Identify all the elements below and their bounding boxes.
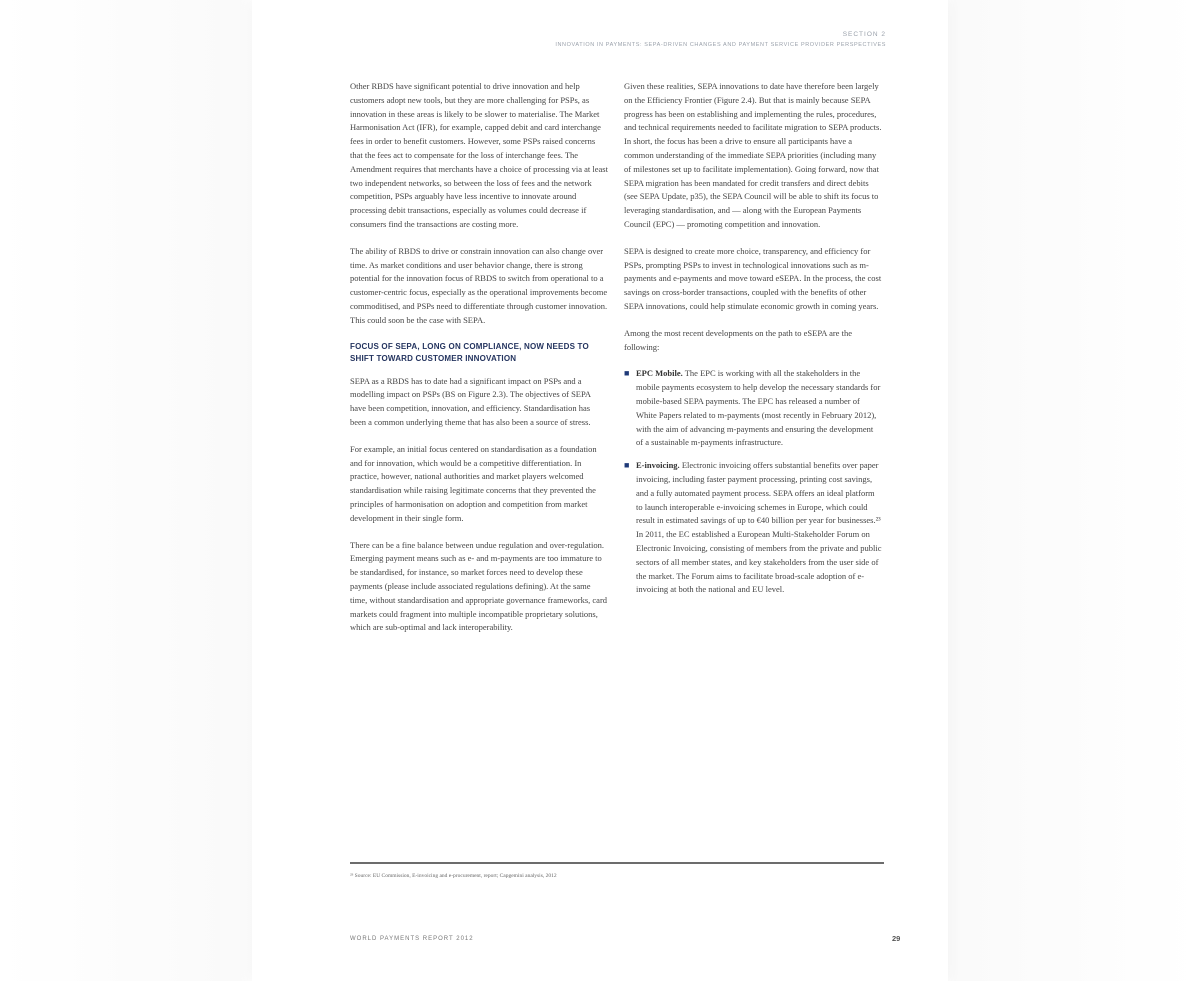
paragraph: SEPA as a RBDS has to date had a significant impact on PSPs and a modelling impact on PSPs (BS on Figure 2.3). The objectives of SEPA have been competition, innovation, and efficiency. Standardisation has been a common underlying theme that has also been a source of stress.: [350, 375, 591, 427]
document-page: [252, 0, 948, 981]
bullet-square-icon: ■: [624, 368, 630, 379]
list-item-text: The EPC is working with all the stakeholders in the mobile payments ecosystem to help develop the necessary standards for mobile-based SEPA payments. The EPC has released a number of White Papers related to m-payments (most recently in February 2012), with the aim of advancing m-payments and ensuring the development of a sustainable m-payments infrastructure.: [636, 368, 881, 448]
header-chapter-title: INNOVATION IN PAYMENTS: SEPA-DRIVEN CHANGES AND PAYMENT SERVICE PROVIDER PERSPECTIVES: [555, 42, 886, 48]
paragraph: The ability of RBDS to drive or constrain innovation can also change over time. As market conditions and user behavior change, there is strong potential for the innovation focus of RBDS to switch from operational to a customer-centric focus, especially as the operational improvements become commoditised, and PSPs need to differentiate through customer innovation. This could soon be the case with SEPA.: [350, 245, 608, 325]
bullet-square-icon: ■: [624, 460, 630, 471]
page-number: 29: [892, 934, 901, 943]
paragraph: Given these realities, SEPA innovations to date have therefore been largely on the Efficiency Frontier (Figure 2.4). But that is mainly because SEPA progress has been on establishing and implementing the rules, procedures, and technical requirements needed to facilitate migration to SEPA products. In short, the focus has been a drive to ensure all participants have a common understanding of the immediate SEPA priorities (including many of milestones set up to facilitate implementation). Going forward, now that SEPA migration has been mandated for credit transfers and direct debits (see SEPA Update, p35), the SEPA Council will be able to shift its focus to leveraging standardisation, and — along with the European Payments Council (EPC) — promoting competition and innovation.: [624, 81, 882, 229]
right-column: [624, 80, 882, 606]
paragraph: Among the most recent developments on the path to eSEPA are the following:: [624, 327, 852, 352]
footnote: ²³ Source: EU Commission, E-invoicing and e-procurement, report; Capgemini analysis, 2012: [350, 873, 557, 879]
list-item-text: Electronic invoicing offers substantial benefits over paper invoicing, including faster payment processing, printing cost savings, and a fully automated payment process. SEPA offers an ideal platform to launch interoperable e-invoicing schemes in Europe, which could result in estimated savings of up to €40 billion per year for businesses.²³ In 2011, the EC established a European Multi-Stakeholder Forum on Electronic Invoicing, consisting of members from the private and public sectors of all member states, and key stakeholders from the user side of the market. The Forum aims to facilitate broad-scale adoption of e-invoicing at both the national and EU level.: [636, 460, 882, 595]
bullet-list: [624, 367, 882, 597]
list-item-label: E-invoicing.: [636, 460, 680, 471]
paragraph: Other RBDS have significant potential to drive innovation and help customers adopt new tools, but they are more challenging for PSPs, as innovation in these areas is likely to be slower to materialise. The Market Harmonisation Act (IFR), for example, capped debit and card interchange fees in order to benefit customers. However, some PSPs raised concerns that the fees act to compensate for the loss of interchange fees. The Amendment requires that merchants have a choice of processing via at least two independent networks, so between the loss of fees and the network competition, PSPs arguably have less incentive to innovate around processing debit transactions, especially as volumes could decrease if consumers find the transactions are costing more.: [350, 81, 608, 229]
paragraph: For example, an initial focus centered on standardisation as a foundation and for innovation, which would be a competitive differentiation. In practice, however, national authorities and market players welcomed standardisation while raising legitimate concerns that they prevented the principles of harmonisation on adoption and competition from market development in their single form.: [350, 443, 597, 523]
list-item-label: EPC Mobile.: [636, 368, 683, 379]
paragraph: SEPA is designed to create more choice, transparency, and efficiency for PSPs, prompting PSPs to invest in technological innovations such as m-payments and e-payments and move toward eSEPA. In the process, the cost savings on cross-border transactions, coupled with the benefits of other SEPA innovations, could help stimulate economic growth in coming years.: [624, 245, 882, 311]
footnote-divider: [350, 862, 884, 864]
section-heading: FOCUS OF SEPA, LONG ON COMPLIANCE, NOW NEEDS TO SHIFT TOWARD CUSTOMER INNOVATION: [350, 341, 589, 363]
paragraph: There can be a fine balance between undue regulation and over-regulation. Emerging payment means such as e- and m-payments are too immature to be standardised, for instance, so market forces need to develop these payments (please include associated regulations defining). At the same time, without standardisation and appropriate governance frameworks, card markets could fragment into multiple incompatible proprietary solutions, which are sub-optimal and lack interoperability.: [350, 539, 608, 633]
running-header: [555, 30, 886, 50]
list-item: [624, 459, 882, 597]
header-section-label: SECTION 2: [842, 31, 886, 38]
list-item: [624, 367, 882, 450]
left-column: [350, 80, 608, 648]
footer-report-title: WORLD PAYMENTS REPORT 2012: [350, 936, 474, 942]
